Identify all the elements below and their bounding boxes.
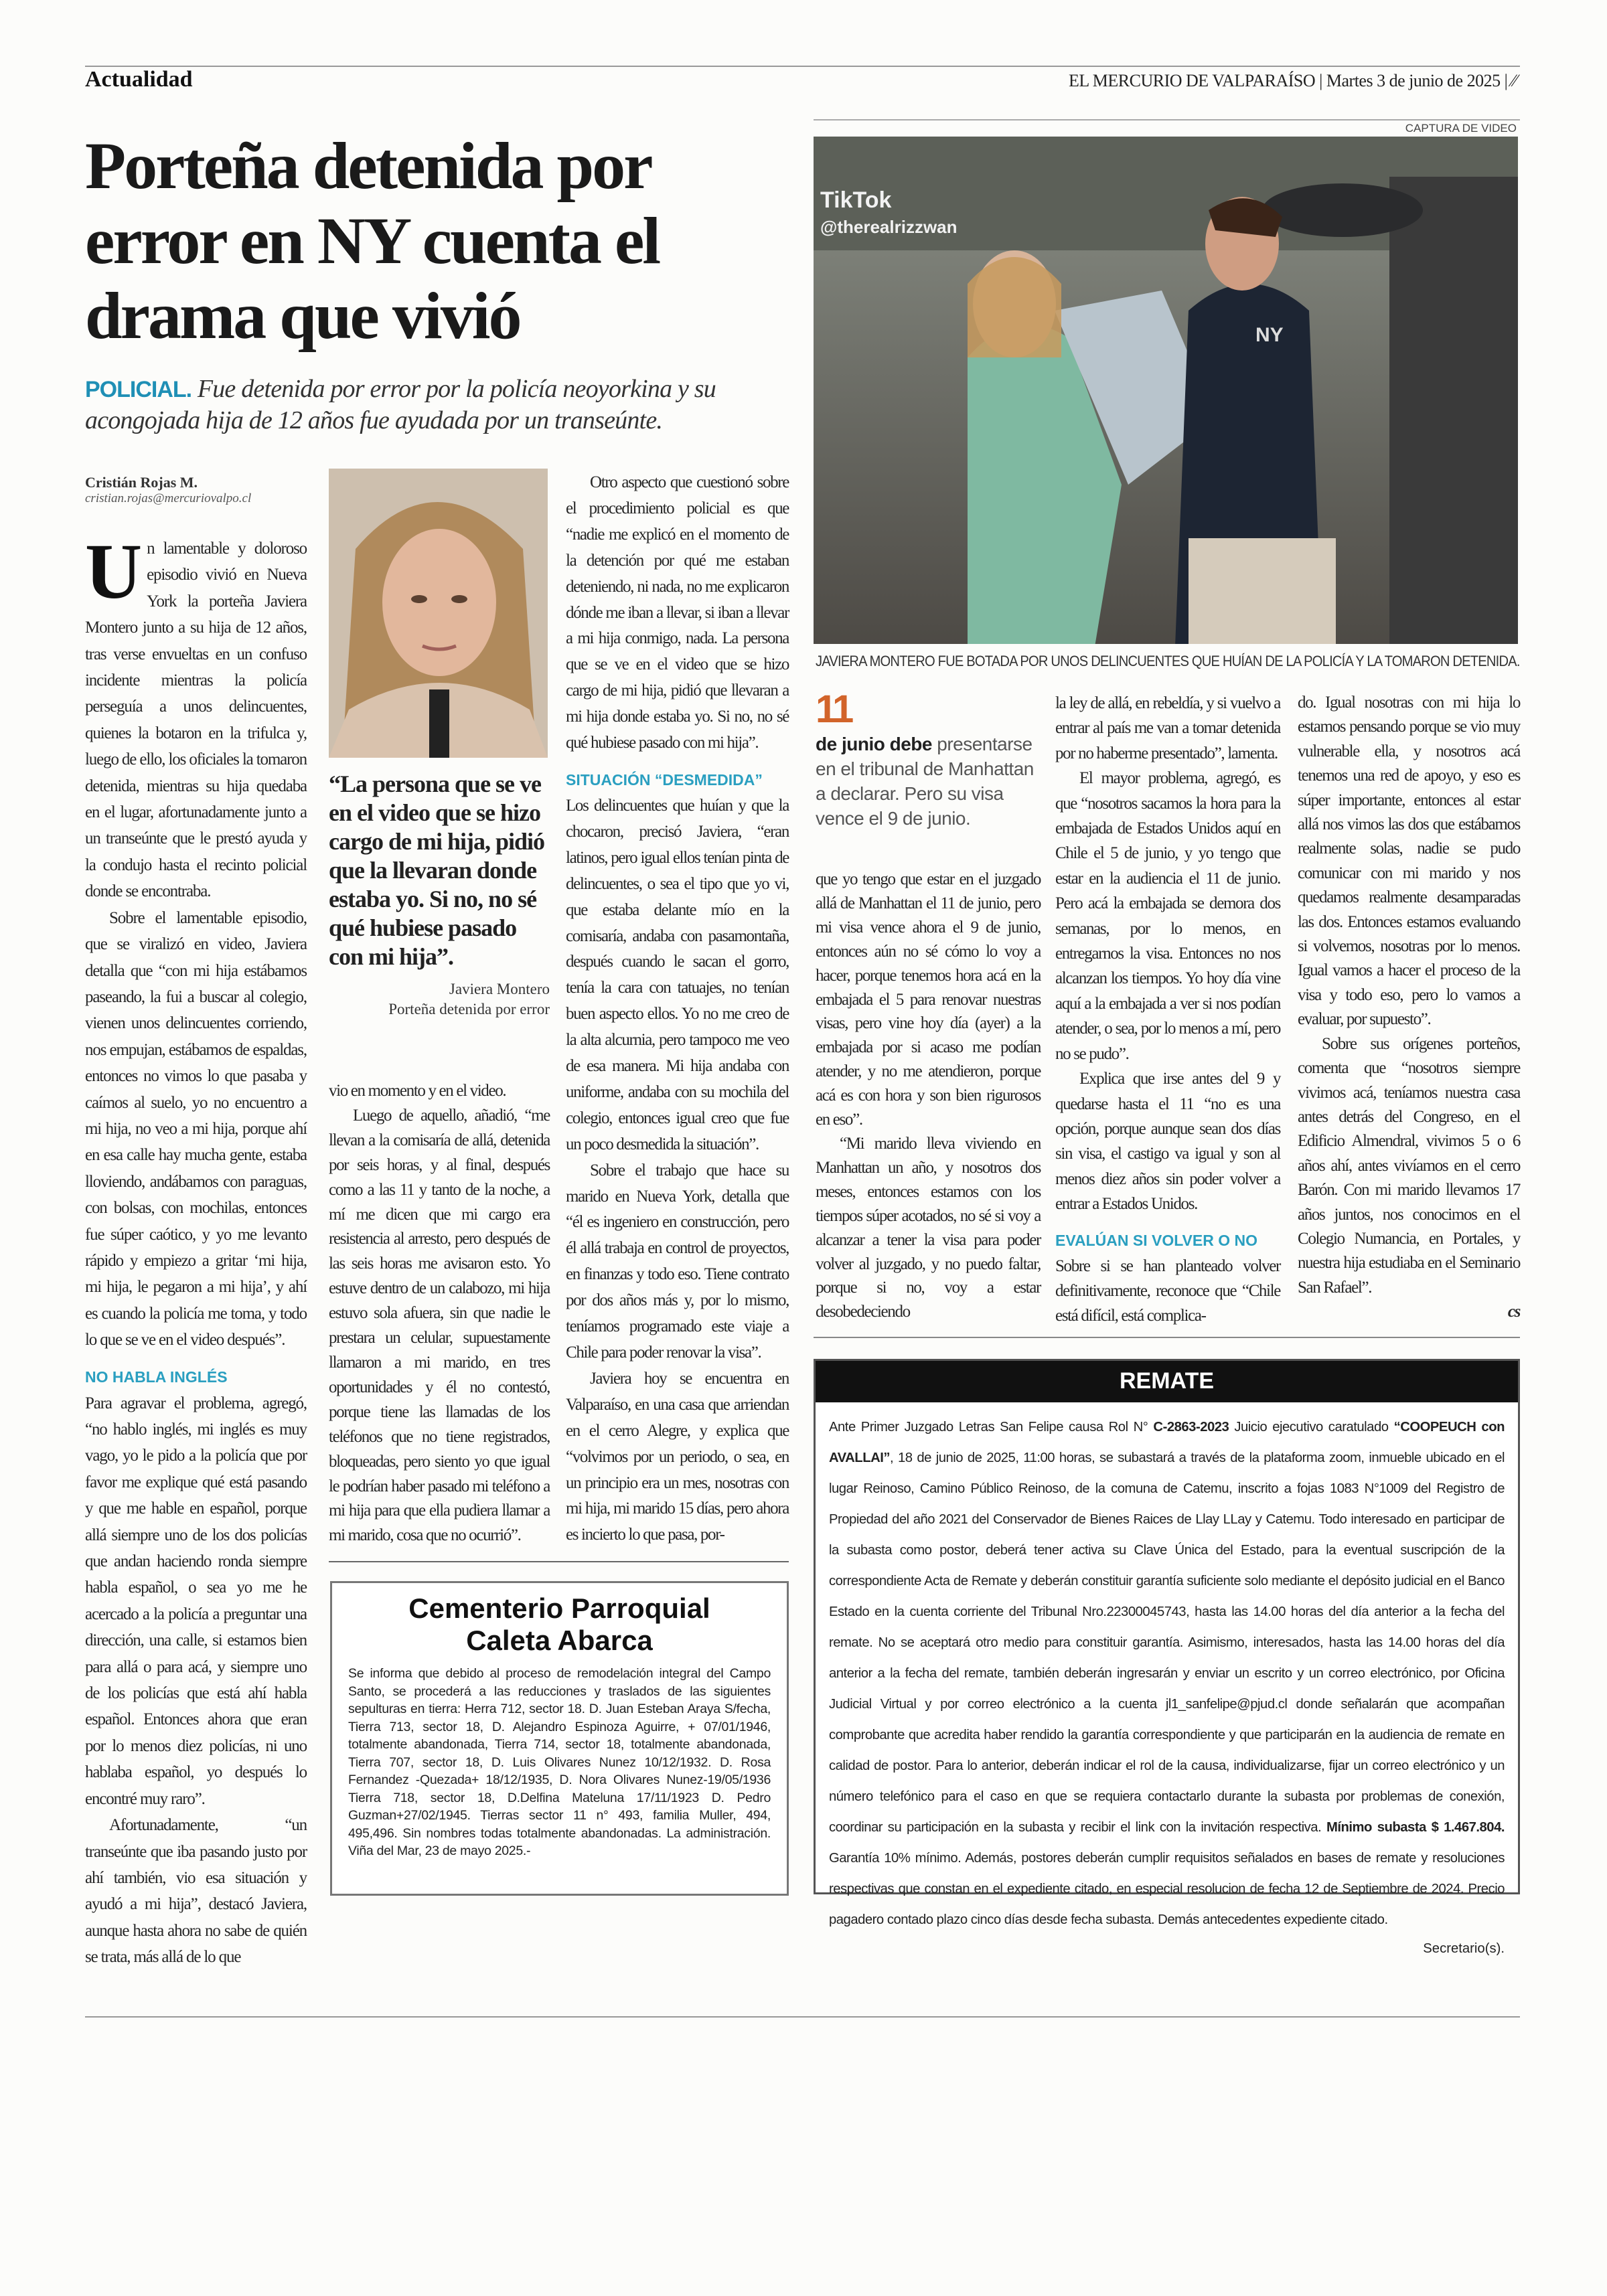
paragraph: la ley de allá, en rebeldía, y si vuelvo a entrar al país me van a tomar detenida por no haberme presentado”, lamenta. (1055, 694, 1280, 762)
remate-bold-segment: C-2863-2023 (1153, 1420, 1229, 1434)
headline-block (85, 129, 801, 436)
quote-name: Javiera Montero (449, 981, 550, 997)
column-rule (814, 1337, 1520, 1338)
fact-number: 11 (816, 687, 852, 731)
pull-quote-block (329, 770, 550, 1019)
paragraph: que yo tengo que estar en el juzgado allá de Manhattan el 11 de junio, pero mi visa vence ahora el 9 de junio, entonces aún no sé cómo lo voy a hacer, porque tenemos hora acá en la embajada el 5 para renovar nuestras visas, pero vine hoy día (ayer) a la embajada por si acaso me podían atender, y no me atendieron, porque acá es con hora y son bien rigurosos en eso”. (816, 870, 1041, 1129)
remate-signature: Secretario(s). (1423, 1941, 1505, 1956)
paragraph: Otro aspecto que cuestionó sobre el procedimiento policial es que “nadie me explicó en el momento de la detención por qué me estaban deteniendo, ni nada, no me explicaron dónde me iban a llevar, si iban a llevar a mi hija conmigo, nada. La persona que se ve en el video que se hizo cargo de mi hija, pidió que llevaran a mi hija donde estaba yo. Si no, no sé qué hubiese pasado con mi hija”. (566, 473, 789, 752)
fact-text: presentarse en el tribunal de Manhattan a declarar. Pero su visa vence el 9 de junio. (816, 734, 1034, 829)
photo-rule (814, 119, 1520, 120)
headline: Porteña detenida por error en NY cuenta el drama que vivió (85, 129, 660, 353)
subheading: SITUACIÓN “DESMEDIDA” (566, 770, 763, 789)
drop-cap: U (85, 527, 142, 615)
end-mark-icon: cs (1507, 1303, 1520, 1321)
notice-body: Se informa que debido al proceso de remodelación integral del Campo Santo, se procederá a las reducciones y traslados de las siguientes sepulturas en tierra: Herra 712, sector 18. D. Juan Esteban Araya S/fecha, Tierra 713, sector 18, D. Alejandro Espinoza Aguirre, + 07/01/1946, totalmente abandonada, Tierra 714, sector 18, totalmente abandonada, Tierra 707, sector 18, D. Luis Olivares Nunez 10/12/1932. D. Rosa Fernandez -Quezada+ 18/12/1935, D. Nora Olivares Nunez-19/05/1936 Tierra 718, sector 18, D.Delfina Mateluna 17/11/1923 D. Pedro Guzman+27/02/1945. Tierras sector 11 n° 493, familia Muller, 494, 495,496. Sin nombres todas totalmente abandonadas. La administración. Viña del Mar, 23 de mayo 2025.- (348, 1666, 771, 1858)
top-rule (85, 66, 1520, 67)
notice-subtitle: Caleta Abarca (466, 1625, 653, 1656)
section-label: Actualidad (85, 67, 193, 92)
quote-role: Porteña detenida por error (388, 1001, 550, 1017)
subheading: NO HABLA INGLÉS (85, 1368, 228, 1386)
police-badge-text: NY (1255, 324, 1284, 346)
photo-credit: CAPTURA DE VIDEO (1405, 122, 1517, 135)
dek-label: POLICIAL. (85, 377, 192, 402)
dek-text: Fue detenida por error por la policía neoyorkina y su acongojada hija de 12 años fue ayudada por un transeúnte. (85, 375, 716, 434)
column-rule (329, 1561, 789, 1562)
remate-text-segment: Juicio ejecutivo caratulado (1229, 1420, 1394, 1434)
bottom-rule (85, 2016, 1520, 2018)
article-column-3 (566, 470, 789, 1548)
article-column-4 (816, 868, 1041, 1324)
paragraph: Para agravar el problema, agregó, “no hablo inglés, mi inglés es muy vago, yo le pido a la policía que por favor me explique qué está pasando y que me hable en español, porque allá siempre uno de los dos policías que andan haciendo ronda siempre habla español, o sea yo me he acercado a la policía a preguntar una dirección, una calle, si estamos bien para allá o para acá, y siempre uno de los policías que está ahí habla español. Entonces ahora que eran por lo menos diez policías, ni uno hablaba español, yo después lo encontré muy raro”. (85, 1394, 307, 1808)
fact-box (816, 687, 1040, 831)
byline-name: Cristián Rojas M. (85, 474, 198, 491)
remate-bold-segment: Mínimo subasta $ 1.467.804. (1326, 1820, 1505, 1835)
subheading: EVALÚAN SI VOLVER O NO (1055, 1231, 1258, 1249)
byline (85, 474, 313, 506)
tiktok-watermark: TikTok (820, 187, 892, 213)
portrait-photo (329, 469, 548, 758)
paragraph: Los delincuentes que huían y que la chocaron, precisó Javiera, “eran latinos, pero igual ellos tenían pinta de delincuentes, o sea el tipo que yo vi, que estaba delante mío en la comisaría, andaba con pasamontaña, después cuando le sacan el gorro, tenía la cara con tatuajes, no tenían buen aspecto ellos. Yo no me creo de la alta alcurnia, pero tampoco me veo de esa manera. Mi hija andaba con uniforme, andaba con su mochila del colegio, entonces igual creo que fue un poco desmedida la situación”. (566, 796, 789, 1153)
remate-body (816, 1402, 1518, 1935)
portrait-illustration (329, 469, 548, 758)
masthead-date: EL MERCURIO DE VALPARAÍSO | Martes 3 de junio de 2025 | ⁄⁄ (1069, 71, 1517, 90)
fact-bold: de junio debe (816, 734, 932, 754)
remate-bold-segment: “COOPEUCH con AVALLAI” (829, 1420, 1505, 1465)
byline-email[interactable]: cristian.rojas@mercuriovalpo.cl (85, 491, 252, 505)
paragraph: Sobre el lamentable episodio, que se viralizó en video, Javiera detalla que “con mi hija estábamos paseando, la fui a buscar al colegio, vienen unos delincuentes corriendo, nos empujan, estábamos de espaldas, entonces no vimos lo que pasaba y caímos al suelo, yo no encuentro a mi hija, no veo a mi hija, porque ahí en esa calle hay mucha gente, estaba lloviendo, andábamos con paraguas, con bolsas, con mochilas, entonces fue súper caótico, y yo me levanto rápido y empiezo a gritar ‘mi hija, mi hija, le pegaron a mi hija’, y ahí es cuando la policía me toma, y todo lo que se ve en el video después”. (85, 908, 307, 1349)
article-column-2 (329, 1079, 550, 1548)
cementerio-notice (330, 1581, 789, 1896)
notice-title: Cementerio Parroquial (408, 1592, 710, 1624)
paragraph: Luego de aquello, añadió, “me llevan a la comisaría de allá, detenida por seis horas, y al final, después como a las 11 y tanto de la noche, a mí me dicen que mi cargo era resistencia al arresto, pero después de las seis horas me avisaron esto. Yo estuve dentro de un calabozo, mi hija estuvo sola afuera, sin que nadie le prestara un celular, supuestamente llamaron a mi marido, en tres oportunidades y él no contestó, porque tiene las llamadas de los teléfonos que no tiene registrados, bloqueadas, pero siento yo que igual le podrían haber pasado mi teléfono a mi hija para que ella pudiera llamar a mi marido, cosa que no ocurrió”. (329, 1106, 550, 1545)
tiktok-handle: @therealrizzwan (820, 217, 958, 237)
article-column-5 (1055, 691, 1280, 1329)
paragraph: vio en momento y en el video. (329, 1082, 506, 1100)
paragraph: Sobre si se han planteado volver definitivamente, reconoce que “Chile está difícil, está complica- (1055, 1256, 1280, 1325)
dek (85, 374, 795, 436)
paragraph: “Mi marido lleva viviendo en Manhattan un año, y nosotros dos meses, entonces estamos con los tiempos súper acotados, no sé si voy a alcanzar a tener la visa para poder volver al juzgado, y no puedo faltar, porque si no, voy a estar desobedeciendo (816, 1134, 1041, 1321)
remate-text-segment: Garantía 10% mínimo. Además, postores deberán cumplir requisitos señalados en bases de remate y resoluciones respectivas que constan en el expediente citado, en especial resolucion de fecha 12 de Septiembre de 2024. Precio pagadero contado plazo cinco días desde fecha subasta. Demás antecedentes expediente citado. (829, 1851, 1505, 1927)
article-column-1 (85, 527, 307, 1971)
paragraph: n lamentable y doloroso episodio vivió en Nueva York la porteña Javiera Montero junto a su hija de 12 años, tras verse envueltas en un confuso incidente mientras la policía perseguía a unos delincuentes, quienes la botaron en la trifulca y, luego de ello, los oficiales la tomaron detenida, mientras su hija quedaba en el lugar, afortunadamente junto a un transeúnte que le prestó ayuda y la condujo hasta el recinto policial donde se encontraba. (85, 540, 307, 901)
paragraph: do. Igual nosotras con mi hija lo estamos pensando porque se vio muy vulnerable ella, y nosotros acá tenemos una red de apoyo, y eso es súper importante, entonces al estar allá nos vimos las dos que estábamos realmente solas, nadie se pudo comunicar con mi marido y nos quedamos realmente desamparadas las dos. Entonces estamos evaluando si volvemos, nosotras por lo menos. Igual vamos a hacer el proceso de la visa y todo eso, pero lo vamos a evaluar, por supuesto”. (1298, 693, 1520, 1029)
article-column-6 (1298, 691, 1520, 1325)
remate-text-segment: , 18 de junio de 2025, 11:00 horas, se subastará a través de la plataforma zoom, inmueble ubicado en el lugar Reinoso, Camino Público Reinoso, de la comuna de Catemu, inscrito a fojas 1083 N°1009 del Registro de Propiedad del año 2021 del Conservador de Bienes Raices de Llay LLay y Catemu. Todo interesado en participar de la subasta como postor, deberá tener activa su Clave Única del Estado, para la eventual suscripción de la correspondiente Acta de Remate y deberán constituir garantía suficiente solo mediante el depósito judicial en el Banco Estado en la cuenta corriente del Tribunal Nro.22300045743, hasta las 14.00 horas del día anterior a la fecha del remate. No se aceptará otro medio para constituir garantía. Asimismo, interesados, hasta las 14.00 horas del día anterior a la fecha del remate, también deberán ingresarán y enviar un escrito y un correo electrónico, por Oficina Judicial Virtual y por correo electrónico a la cuenta jl1_sanfelipe@pjud.cl donde señalarán que acompañan comprobante que acredita haber rendido la garantía correspondiente y que participarán en la audiencia de remate en calidad de postor. Para lo anterior, deberán indicar el rol de la causa, individualizarse, fijar un correo electrónico y un número telefónico para el caso en que se requiera contactarlo durante la subasta por problemas de conexión, coordinar su participación en la subasta y recibir el link con la invitación respectiva. (829, 1451, 1505, 1835)
paragraph: Sobre el trabajo que hace su marido en Nueva York, detalla que “él es ingeniero en construcción, pero él allá trabaja en control de proyectos, en finanzas y todo eso. Tiene contrato por dos años más y, por lo mismo, teníamos programado este viaje a Chile para poder renovar la visa”. (566, 1161, 789, 1362)
remate-notice (814, 1359, 1520, 1956)
paragraph: Javiera hoy se encuentra en Valparaíso, en una casa que arriendan en el cerro Alegre, y explica que “volvimos por un periodo, o sea, en un principio era un mes, nosotras con mi hija, mi marido 15 días, pero ahora es incierto lo que pasa, por- (566, 1369, 789, 1544)
paragraph: Sobre sus orígenes porteños, comenta que “nosotros siempre vivimos acá, teníamos nuestra casa antes detrás del Congreso, en el Edificio Almendral, vivimos 5 o 6 años ahí, antes vivíamos en el cerro Barón. Con mi marido llevamos 17 años juntos, nos conocimos en el Colegio Numancia, en Portales, y nuestra hija estudiaba en el Seminario San Rafael”. (1298, 1034, 1520, 1297)
remate-text-segment: Ante Primer Juzgado Letras San Felipe causa Rol N° (829, 1420, 1154, 1434)
main-photo (814, 137, 1518, 644)
paragraph: Explica que irse antes del 9 y quedarse hasta el 11 “no es una opción, porque aunque sean dos días sin visa, el castigo va igual y son al menos diez años sin poder volver a entrar a Estados Unidos. (1055, 1070, 1280, 1214)
paragraph: Afortunadamente, “un transeúnte que iba pasando justo por ahí también, vio esa situación y ayudó a mi hija”, destacó Javiera, aunque hasta ahora no sabe de quién se trata, más allá de lo que (85, 1816, 307, 1967)
paragraph: El mayor problema, agregó, es que “nosotros sacamos la hora para la embajada de Estados Unidos aquí en Chile el 5 de junio, y yo tengo que estar en la audiencia el 11 de junio. Pero acá la embajada se demora dos semanas, por lo menos, en entregarnos la visa. Entonces no nos alcanzan los tiempos. Yo hoy día vine aquí a la embajada a ver si nos podían atender, o sea, por lo menos a mí, pero no se pudo”. (1055, 769, 1280, 1063)
photo-caption: JAVIERA MONTERO FUE BOTADA POR UNOS DELINCUENTES QUE HUÍAN DE LA POLICÍA Y LA TOMARON DETENIDA. (816, 653, 1520, 669)
arrest-photo-illustration (814, 137, 1518, 644)
pull-quote: “La persona que se ve en el video que se hizo cargo de mi hija, pidió que la llevaran donde estaba yo. Si no, no sé qué hubiese pasado con mi hija”. (329, 770, 545, 970)
remate-title: REMATE (816, 1361, 1518, 1402)
quote-attribution (329, 979, 550, 1019)
